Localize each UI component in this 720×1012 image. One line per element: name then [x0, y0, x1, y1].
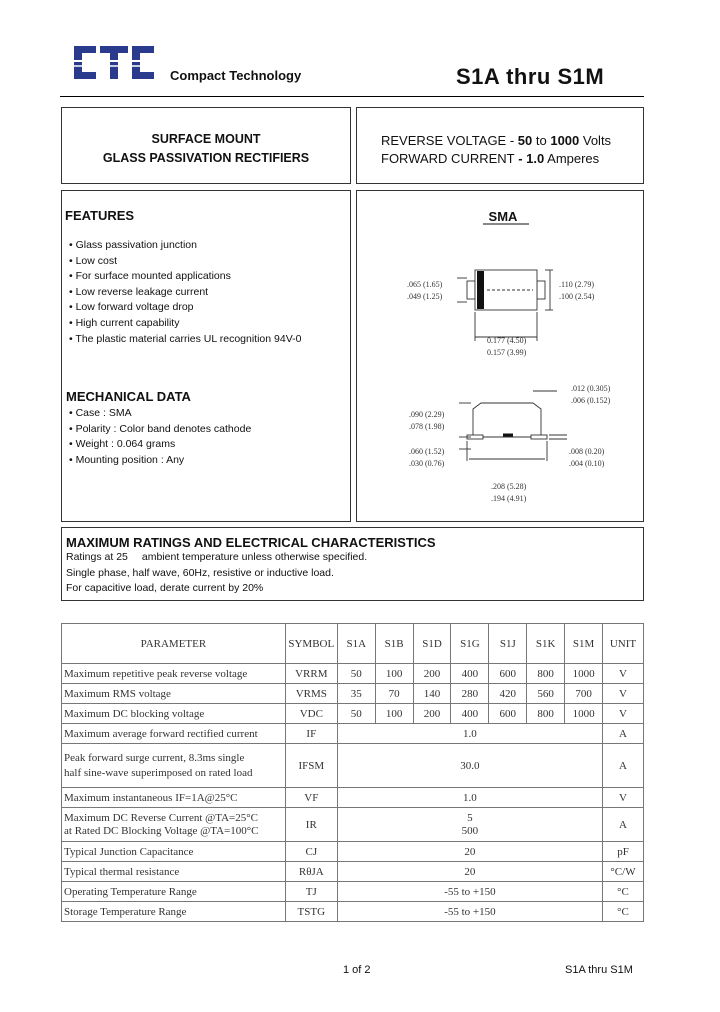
dim-lead-t-min: .006 (0.152): [571, 396, 611, 405]
symbol-cell: VDC: [285, 704, 337, 724]
table-row: [62, 862, 644, 882]
ratings-line2: Single phase, half wave, 60Hz, resistive or inductive load.: [66, 566, 334, 579]
param-cell: Maximum DC blocking voltage: [62, 704, 286, 724]
intro-left-box: [61, 107, 351, 184]
ratings-line1-b: ambient temperature unless otherwise specified.: [141, 551, 368, 563]
value-cell: 700: [565, 684, 603, 704]
value-cell: -55 to +150: [337, 882, 602, 902]
value-cell: 50: [337, 664, 375, 684]
dim-len-min: 0.157 (3.99): [487, 348, 527, 357]
mechanical-title: MECHANICAL DATA: [66, 389, 191, 404]
symbol-cell: CJ: [285, 842, 337, 862]
param-cell: Storage Temperature Range: [62, 902, 286, 922]
unit-cell: pF: [603, 842, 644, 862]
rv-to: to: [532, 133, 551, 148]
feature-item: • Low forward voltage drop: [69, 300, 301, 316]
fc-label: FORWARD CURRENT: [381, 151, 515, 166]
ctc-logo: [70, 40, 158, 84]
table-row: [62, 808, 644, 842]
param-cell: Typical thermal resistance: [62, 862, 286, 882]
package-label: SMA: [488, 209, 518, 224]
ratings-line1-a: Ratings at 25: [66, 551, 128, 563]
features-title: FEATURES: [65, 208, 135, 223]
param-cell: Maximum RMS voltage: [62, 684, 286, 704]
value-cell: 70: [375, 684, 413, 704]
table-row: [62, 664, 644, 684]
dim-top-w-min: .100 (2.54): [559, 292, 595, 301]
value-cell: 400: [451, 704, 489, 724]
dim-top-h-min: .049 (1.25): [407, 292, 443, 301]
value-line: 5: [467, 811, 473, 824]
value-cell: 50: [337, 704, 375, 724]
unit-cell: °C: [603, 902, 644, 922]
top-view: [457, 270, 553, 341]
value-cell: 800: [527, 704, 565, 724]
value-cell: 100: [375, 664, 413, 684]
reverse-voltage: [381, 132, 611, 150]
param-cell: Maximum repetitive peak reverse voltage: [62, 664, 286, 684]
value-cell: 420: [489, 684, 527, 704]
th-symbol: SYMBOL: [285, 624, 337, 664]
value-cell: 30.0: [337, 744, 602, 788]
param-cell: [62, 808, 286, 842]
value-cell: 600: [489, 704, 527, 724]
unit-cell: V: [603, 704, 644, 724]
intro-line2: GLASS PASSIVATION RECTIFIERS: [102, 151, 310, 165]
dim-body-h-min: .078 (1.98): [409, 422, 445, 431]
unit-cell: °C/W: [603, 862, 644, 882]
mechanical-item: • Case : SMA: [69, 406, 251, 422]
mechanical-list: [69, 406, 251, 468]
symbol-cell: VRMS: [285, 684, 337, 704]
feature-item: • The plastic material carries UL recognition 94V-0: [69, 332, 301, 348]
value-cell: 1000: [565, 664, 603, 684]
th-s1d: S1D: [413, 624, 451, 664]
mechanical-item: • Mounting position : Any: [69, 453, 251, 469]
value-cell: 1.0: [337, 724, 602, 744]
forward-current: [381, 150, 611, 168]
symbol-cell: VF: [285, 788, 337, 808]
param-cell: Maximum average forward rectified current: [62, 724, 286, 744]
feature-item: • Low reverse leakage current: [69, 285, 301, 301]
param-cell: Typical Junction Capacitance: [62, 842, 286, 862]
dim-total-min: .194 (4.91): [491, 494, 527, 503]
rv-min: 50: [517, 133, 533, 148]
rv-unit: Volts: [579, 133, 612, 148]
dim-total-max: .208 (5.28): [491, 482, 527, 491]
table-row: [62, 684, 644, 704]
value-cell: 100: [375, 704, 413, 724]
table-row: [62, 882, 644, 902]
value-cell: 1.0: [337, 788, 602, 808]
dim-lead-h-min: .004 (0.10): [569, 459, 605, 468]
dim-len-max: 0.177 (4.50): [487, 336, 527, 345]
unit-cell: V: [603, 664, 644, 684]
table-row: [62, 902, 644, 922]
feature-item: • Glass passivation junction: [69, 238, 301, 254]
symbol-cell: RθJA: [285, 862, 337, 882]
th-s1a: S1A: [337, 624, 375, 664]
ratings-title: MAXIMUM RATINGS AND ELECTRICAL CHARACTERISTICS: [66, 535, 436, 550]
ratings-line1: [66, 550, 367, 566]
value-cell: 20: [337, 842, 602, 862]
dim-body-h-max: .090 (2.29): [409, 410, 445, 419]
package-box: [356, 190, 644, 522]
dim-stand-max: .060 (1.52): [409, 447, 445, 456]
dim-stand-min: .030 (0.76): [409, 459, 445, 468]
symbol-cell: VRRM: [285, 664, 337, 684]
table-row: [62, 744, 644, 788]
param-line: Peak forward surge current, 8.3ms single: [64, 751, 245, 764]
header-rule: [60, 96, 644, 97]
value-cell: 200: [413, 664, 451, 684]
param-cell: Operating Temperature Range: [62, 882, 286, 902]
spec-table: [61, 623, 644, 922]
rv-sep: -: [506, 133, 518, 148]
fc-sep: -: [514, 151, 527, 166]
symbol-cell: TJ: [285, 882, 337, 902]
value-line: 500: [461, 824, 479, 837]
th-unit: UNIT: [603, 624, 644, 664]
rv-max: 1000: [550, 133, 580, 148]
table-row: [62, 704, 644, 724]
param-cell: Maximum instantaneous IF=1A@25°C: [62, 788, 286, 808]
features-list: [69, 238, 301, 347]
dim-lead-h-max: .008 (0.20): [569, 447, 605, 456]
value-cell: 560: [527, 684, 565, 704]
package-drawing: [357, 191, 643, 521]
feature-item: • For surface mounted applications: [69, 269, 301, 285]
rv-label: REVERSE VOLTAGE: [381, 133, 507, 148]
dim-top-h-max: .065 (1.65): [407, 280, 443, 289]
feature-item: • Low cost: [69, 254, 301, 270]
symbol-cell: IF: [285, 724, 337, 744]
ratings-box: [61, 527, 644, 601]
unit-cell: A: [603, 724, 644, 744]
ratings-line3: For capacitive load, derate current by 20%: [66, 582, 264, 595]
page-number: 1 of 2: [343, 964, 371, 976]
mechanical-item: • Polarity : Color band denotes cathode: [69, 422, 251, 438]
value-cell: 20: [337, 862, 602, 882]
th-s1k: S1K: [527, 624, 565, 664]
th-s1j: S1J: [489, 624, 527, 664]
value-cell: -55 to +150: [337, 902, 602, 922]
table-row: [62, 788, 644, 808]
value-cell: 280: [451, 684, 489, 704]
intro-line1: SURFACE MOUNT: [151, 132, 261, 146]
unit-cell: V: [603, 684, 644, 704]
unit-cell: A: [603, 744, 644, 788]
th-s1m: S1M: [565, 624, 603, 664]
value-cell: 140: [413, 684, 451, 704]
symbol-cell: IR: [285, 808, 337, 842]
value-cell: 800: [527, 664, 565, 684]
th-parameter: PARAMETER: [62, 624, 286, 664]
dim-lead-t-max: .012 (0.305): [571, 384, 611, 393]
unit-cell: A: [603, 808, 644, 842]
param-cell: [62, 744, 286, 788]
symbol-cell: TSTG: [285, 902, 337, 922]
feature-item: • High current capability: [69, 316, 301, 332]
side-view: [459, 391, 567, 461]
param-line: Maximum DC Reverse Current @TA=25°C: [64, 811, 258, 824]
features-box: [61, 190, 351, 522]
intro-right-box: [356, 107, 644, 184]
th-s1b: S1B: [375, 624, 413, 664]
value-cell: [337, 808, 602, 842]
value-cell: 1000: [565, 704, 603, 724]
footer-part: S1A thru S1M: [565, 964, 633, 976]
value-cell: 600: [489, 664, 527, 684]
table-row: [62, 842, 644, 862]
table-header-row: [62, 624, 644, 664]
fc-value: 1.0: [526, 151, 545, 166]
dim-top-w-max: .110 (2.79): [559, 280, 595, 289]
unit-cell: °C: [603, 882, 644, 902]
value-cell: 400: [451, 664, 489, 684]
mechanical-item: • Weight : 0.064 grams: [69, 437, 251, 453]
param-line: half sine-wave superimposed on rated load: [64, 766, 253, 779]
symbol-cell: IFSM: [285, 744, 337, 788]
value-cell: 200: [413, 704, 451, 724]
param-line: at Rated DC Blocking Voltage @TA=100°C: [64, 824, 259, 837]
value-cell: 35: [337, 684, 375, 704]
company-name: Compact Technology: [170, 68, 302, 83]
table-row: [62, 724, 644, 744]
th-s1g: S1G: [451, 624, 489, 664]
part-title: S1A thru S1M: [456, 64, 605, 89]
fc-unit: Amperes: [544, 151, 600, 166]
unit-cell: V: [603, 788, 644, 808]
